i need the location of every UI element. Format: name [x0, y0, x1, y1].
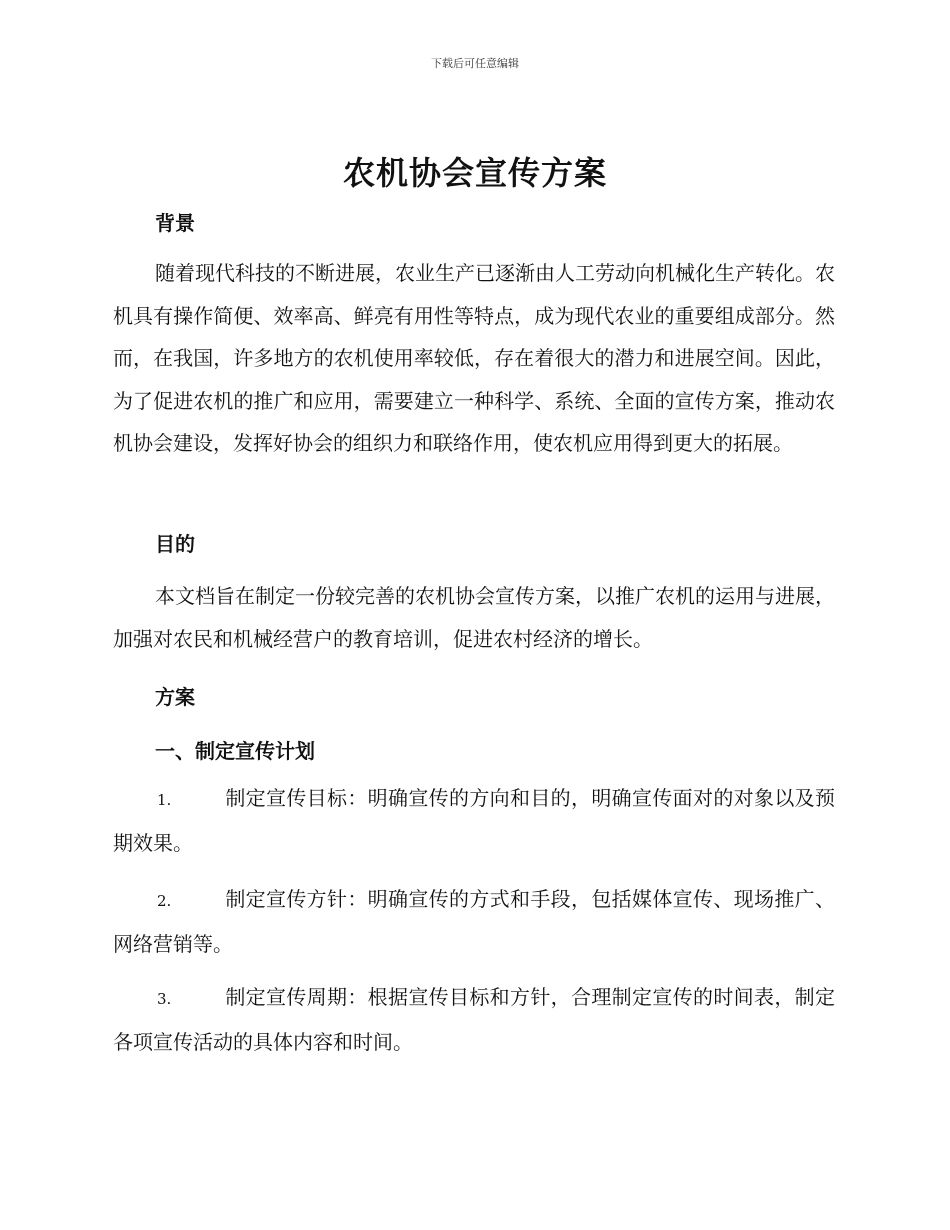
plan-list-item [113, 777, 835, 864]
plan-list-item [113, 976, 835, 1063]
background-paragraph: 随着现代科技的不断进展，农业生产已逐渐由人工劳动向机械化生产转化。农机具有操作简便、效率高、鲜亮有用性等特点，成为现代农业的重要组成部分。然而，在我国，许多地方的农机使用率较低，存在着很大的潜力和进展空间。因此，为了促进农机的推广和应用，需要建立一种科学、系统、全面的宣传方案，推动农机协会建设，发挥好协会的组织力和联络作用，使农机应用得到更大的拓展。 [113, 261, 835, 455]
list-item-number: 3. [157, 990, 172, 1008]
plan-list-item [113, 878, 835, 965]
plan-subheading: 一、制定宣传计划 [155, 739, 315, 763]
section-heading-background: 背景 [155, 211, 195, 235]
section-heading-plan: 方案 [155, 685, 195, 709]
list-item-number: 2. [157, 892, 172, 910]
document-title: 农机协会宣传方案 [342, 154, 607, 192]
list-item-number: 1. [157, 791, 172, 809]
list-item-text: 制定宣传方针：明确宣传的方式和手段，包括媒体宣传、现场推广、网络营销等。 [113, 887, 835, 956]
list-item-text: 制定宣传目标：明确宣传的方向和目的，明确宣传面对的对象以及预期效果。 [113, 786, 835, 855]
list-item-text: 制定宣传周期：根据宣传目标和方针，合理制定宣传的时间表，制定各项宣传活动的具体内容和时间。 [113, 985, 835, 1054]
header-note: 下载后可任意编辑 [431, 57, 519, 70]
section-heading-purpose: 目的 [155, 532, 195, 556]
purpose-paragraph: 本文档旨在制定一份较完善的农机协会宣传方案，以推广农机的运用与进展，加强对农民和机械经营户的教育培训，促进农村经济的增长。 [113, 584, 835, 651]
